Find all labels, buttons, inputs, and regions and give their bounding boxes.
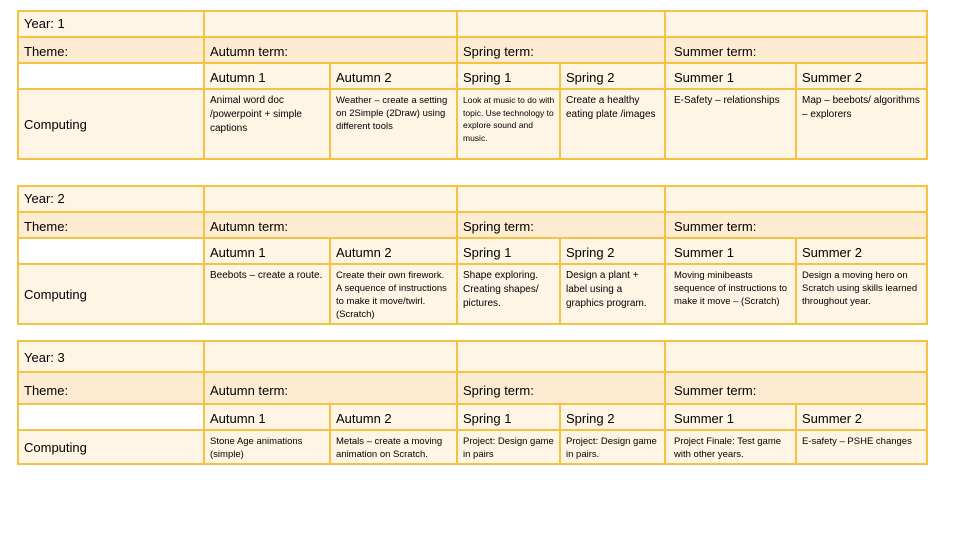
theme-label: Theme: bbox=[18, 212, 204, 238]
halfterm-header: Summer 2 bbox=[796, 404, 927, 430]
year-row-cell bbox=[204, 341, 457, 372]
spring-term-header: Spring term: bbox=[457, 37, 665, 63]
halfterm-header: Autumn 1 bbox=[204, 63, 330, 89]
halfterm-header: Spring 2 bbox=[560, 238, 665, 264]
activity-cell: E-safety – PSHE changes bbox=[796, 430, 927, 464]
theme-label: Theme: bbox=[18, 372, 204, 404]
halfterm-header: Summer 2 bbox=[796, 238, 927, 264]
year-2-table bbox=[17, 185, 928, 325]
halfterm-header: Summer 1 bbox=[665, 238, 796, 264]
year-label: Year: 2 bbox=[18, 186, 204, 212]
year-row-cell bbox=[457, 186, 665, 212]
halfterm-header: Spring 2 bbox=[560, 404, 665, 430]
autumn-term-header: Autumn term: bbox=[204, 372, 457, 404]
halfterm-header: Summer 1 bbox=[665, 404, 796, 430]
empty-cell bbox=[18, 63, 204, 89]
activity-cell: Design a moving hero on Scratch using skills learned throughout year. bbox=[796, 264, 927, 324]
halfterm-header: Spring 1 bbox=[457, 63, 560, 89]
year-row-cell bbox=[665, 186, 927, 212]
halfterm-header: Autumn 2 bbox=[330, 238, 457, 264]
year-1-table bbox=[17, 10, 928, 160]
spring-term-header: Spring term: bbox=[457, 372, 665, 404]
activity-cell: Metals – create a moving animation on Scratch. bbox=[330, 430, 457, 464]
activity-cell: Animal word doc /powerpoint + simple captions bbox=[204, 89, 330, 159]
year-row-cell bbox=[204, 186, 457, 212]
year-row-cell bbox=[457, 341, 665, 372]
autumn-term-header: Autumn term: bbox=[204, 212, 457, 238]
activity-cell: Map – beebots/ algorithms – explorers bbox=[796, 89, 927, 159]
activity-cell: Beebots – create a route. bbox=[204, 264, 330, 324]
year-row-cell bbox=[665, 341, 927, 372]
activity-cell: Create their own firework. A sequence of instructions to make it move/twirl. (Scratch) bbox=[330, 264, 457, 324]
halfterm-header: Summer 2 bbox=[796, 63, 927, 89]
spring-term-header: Spring term: bbox=[457, 212, 665, 238]
activity-cell: Look at music to do with topic. Use technology to explore sound and music. bbox=[457, 89, 560, 159]
activity-cell: Stone Age animations (simple) bbox=[204, 430, 330, 464]
activity-cell: Project: Design game in pairs bbox=[457, 430, 560, 464]
activity-cell: Weather – create a setting on 2Simple (2Draw) using different tools bbox=[330, 89, 457, 159]
halfterm-header: Summer 1 bbox=[665, 63, 796, 89]
halfterm-header: Spring 2 bbox=[560, 63, 665, 89]
autumn-term-header: Autumn term: bbox=[204, 37, 457, 63]
year-row-cell bbox=[665, 11, 927, 37]
year-label: Year: 1 bbox=[18, 11, 204, 37]
empty-cell bbox=[18, 238, 204, 264]
activity-cell: Create a healthy eating plate /images bbox=[560, 89, 665, 159]
halfterm-header: Spring 1 bbox=[457, 404, 560, 430]
empty-cell bbox=[18, 404, 204, 430]
year-row-cell bbox=[457, 11, 665, 37]
summer-term-header: Summer term: bbox=[665, 37, 927, 63]
theme-label: Theme: bbox=[18, 37, 204, 63]
activity-cell: Shape exploring. Creating shapes/ pictures. bbox=[457, 264, 560, 324]
halfterm-header: Autumn 2 bbox=[330, 63, 457, 89]
activity-cell: E-Safety – relationships bbox=[665, 89, 796, 159]
year-label: Year: 3 bbox=[18, 341, 204, 372]
activity-cell: Moving minibeasts sequence of instructions to make it move – (Scratch) bbox=[665, 264, 796, 324]
activity-cell: Project: Design game in pairs. bbox=[560, 430, 665, 464]
subject-label: Computing bbox=[18, 430, 204, 464]
subject-label: Computing bbox=[18, 89, 204, 159]
year-3-table bbox=[17, 340, 928, 465]
summer-term-header: Summer term: bbox=[665, 212, 927, 238]
halfterm-header: Autumn 1 bbox=[204, 238, 330, 264]
halfterm-header: Autumn 1 bbox=[204, 404, 330, 430]
activity-cell: Design a plant + label using a graphics program. bbox=[560, 264, 665, 324]
subject-label: Computing bbox=[18, 264, 204, 324]
halfterm-header: Spring 1 bbox=[457, 238, 560, 264]
halfterm-header: Autumn 2 bbox=[330, 404, 457, 430]
activity-cell: Project Finale: Test game with other years. bbox=[665, 430, 796, 464]
year-row-cell bbox=[204, 11, 457, 37]
summer-term-header: Summer term: bbox=[665, 372, 927, 404]
